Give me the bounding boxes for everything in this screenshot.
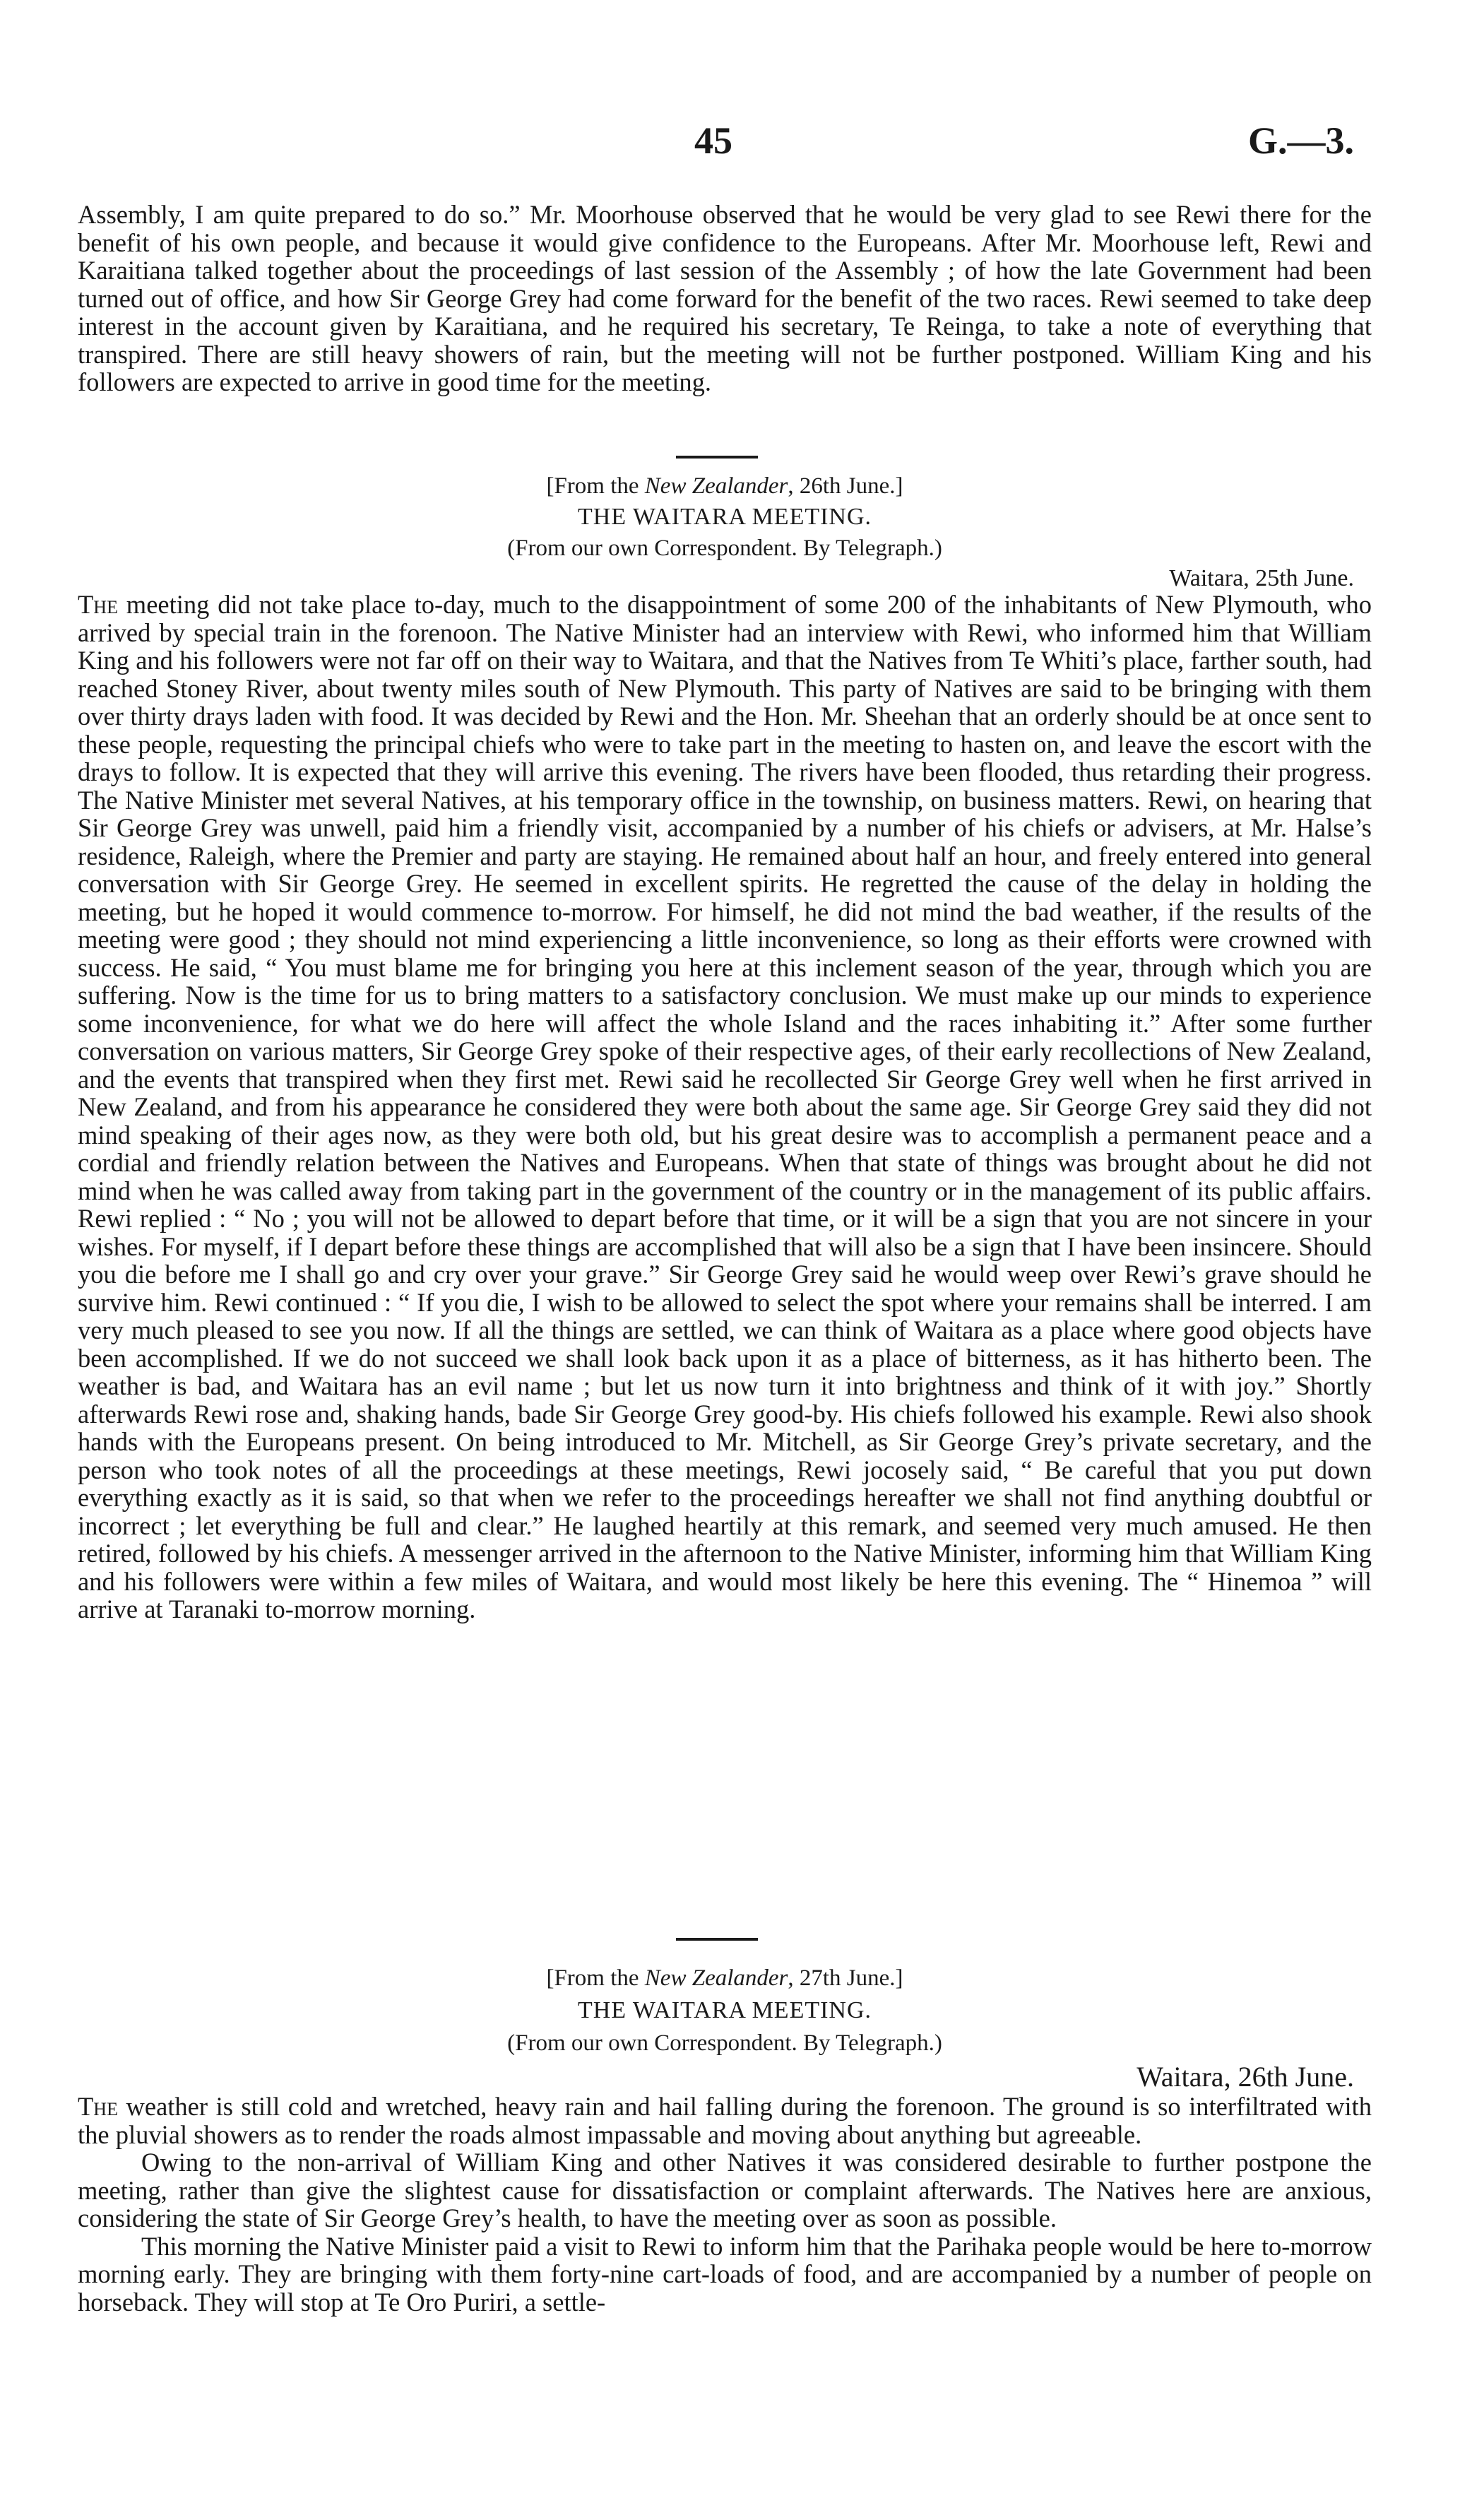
document-reference: G.—3. (1247, 119, 1354, 162)
article2-byline: (From our own Correspondent. By Telegraph.) (507, 2030, 942, 2056)
article2-source-paper: New Zealander (644, 1965, 788, 1991)
opening-paragraph-block (78, 201, 1372, 396)
page-number: 45 (694, 119, 732, 162)
article1-lead-word: The (78, 590, 118, 619)
article2-dateline: Waitara, 26th June. (1136, 2061, 1354, 2093)
article1-body (78, 591, 1372, 1623)
article1-body-block (78, 591, 1372, 1623)
article1-body-text: meeting did not take place to-day, much to the disappointment of some 200 of the inhabitants of New Plymouth, who arrived by special train in the forenoon. The Native Minister had an interview with Rewi, who informed him that William King and his followers were not far off on their way to Waitara, and that the Natives from Te Whiti’s place, farther south, had reached Stoney River, about twenty miles south of New Plymouth. This party of Natives are said to be bringing with them over thirty drays laden with food. It was decided by Rewi and the Hon. Mr. Sheehan that an orderly should be at once sent to these people, requesting the principal chiefs who were to take part in the meeting to hasten on, and leave the escort with the drays to follow. It is expected that they will arrive this evening. The rivers have been flooded, thus retarding their progress. The Native Minister met several Natives, at his temporary office in the township, on business matters. Rewi, on hearing that Sir George Grey was unwell, paid him a friendly visit, accompanied by a number of his chiefs or advisers, at Mr. Halse’s residence, Raleigh, where the Premier and party are staying. He remained about half an hour, and freely entered into general conversation with Sir George Grey. He seemed in excellent spirits. He regretted the cause of the delay in holding the meeting, but he hoped it would commence to-morrow. For himself, he did not mind the bad weather, if the results of the meeting were good ; they should not mind experiencing a little inconvenience, so long as their efforts were crowned with success. He said, “ You must blame me for bringing you here at this inclement season of the year, through which you are suffering. Now is the time for us to bring matters to a satisfactory conclusion. We must make up our minds to experience some inconvenience, for what we do here will affect the whole Island and the races inhabiting it.” After some further conversation on various matters, Sir George Grey spoke of their respective ages, of their early recollections of New Zealand, and the events that transpired when they first met. Rewi said he recollected Sir George Grey well when he first arrived in New Zealand, and from his appearance he considered they were both about the same age. Sir George Grey said they did not mind speaking of their ages now, as they were both old, but his great desire was to accomplish a permanent peace and a cordial and friendly relation between the Natives and Europeans. When that state of things was brought about he did not mind when he was called away from taking part in the government of the country or in the management of its public affairs. Rewi replied : “ No ; you will not be allowed to depart before that time, or it will be a sign that you are not sincere in your wishes. For myself, if I depart before these things are accomplished that will also be a sign that I have been insincere. Should you die before me I shall go and cry over your grave.” Sir George Grey said he would weep over Rewi’s grave should he survive him. Rewi continued : “ If you die, I wish to be allowed to select the spot where your remains shall be interred. I am very much pleased to see you now. If all the things are settled, we can think of Waitara as a place where good objects have been accomplished. If we do not succeed we shall look back upon it as a place of bitterness, as it has hitherto been. The weather is bad, and Waitara has an evil name ; but let us now turn it into brightness and think of it with joy.” Shortly afterwards Rewi rose and, shaking hands, bade Sir George Grey good-by. His chiefs followed his example. Rewi also shook hands with the Europeans present. On being introduced to Mr. Mitchell, as Sir George Grey’s private secretary, and the person who took notes of all the proceedings at these meetings, Rewi jocosely said, “ Be careful that you put down everything exactly as it is said, so that when we refer to the proceedings hereafter we shall not find anything doubtful or incorrect ; let everything be full and clear.” He laughed heartily at this remark, and seemed very much amused. He then retired, followed by his chiefs. A messenger arrived in the afternoon to the Native Minister, informing him that William King and his followers were within a few miles of Waitara, and would most likely be here this evening. The “ Hinemoa ” will arrive at Taranaki to-morrow morning. (78, 590, 1372, 1623)
article2-source (78, 1964, 1372, 1992)
article2-paragraph-2: Owing to the non-arrival of William King and other Natives it was considered desirable to further postpone the meeting, rather than give the slightest cause for dissatisfaction or complaint afterwards. The Natives here are anxious, considering the state of Sir George Grey’s health, to have the meeting over as soon as possible. (78, 2148, 1372, 2232)
article1-title: THE WAITARA MEETING. (577, 504, 872, 530)
article1-source (78, 472, 1372, 500)
opening-paragraph: Assembly, I am quite prepared to do so.” Mr. Moorhouse observed that he would be very glad to see Rewi there for the benefit of his own people, and because it would give confidence to the Europeans. After Mr. Moorhouse left, Rewi and Karaitiana talked together about the proceedings of last session of the Assembly ; of how the late Government had been turned out of office, and how Sir George Grey had come forward for the benefit of the two races. Rewi seemed to take deep interest in the account given by Karaitiana, and he required his secretary, Te Reinga, to take a note of everything that transpired. There are still heavy showers of rain, but the meeting will not be further postponed. William King and his followers are expected to arrive in good time for the meeting. (78, 200, 1372, 396)
article2-title: THE WAITARA MEETING. (577, 1997, 872, 2023)
article1-dateline: Waitara, 25th June. (1169, 565, 1354, 591)
article2-paragraph-1-text: weather is still cold and wretched, heavy rain and hail falling during the forenoon. The ground is so interfiltrated with the pluvial showers as to render the roads almost impassable and moving about anything but agreeable. (78, 2092, 1372, 2149)
article1-source-paper: New Zealander (644, 473, 788, 499)
article1-source-suffix: , 26th June.] (788, 473, 903, 499)
article2-body-block (78, 2093, 1372, 2316)
article1-source-prefix: [From the (546, 473, 645, 499)
article2-source-prefix: [From the (546, 1965, 645, 1991)
section-divider-2 (676, 1938, 758, 1941)
article2-paragraph-3: This morning the Native Minister paid a visit to Rewi to inform him that the Parihaka people would be here to-morrow morning early. They are bringing with them forty-nine cart-loads of food, and are accompanied by a number of people on horseback. They will stop at Te Oro Puriri, a settle- (78, 2231, 1372, 2317)
article2-paragraph-1 (78, 2093, 1372, 2148)
article2-source-suffix: , 27th June.] (788, 1965, 903, 1991)
section-divider (676, 456, 758, 459)
article1-byline: (From our own Correspondent. By Telegraph.) (507, 536, 942, 561)
article2-lead-word: The (78, 2092, 118, 2121)
